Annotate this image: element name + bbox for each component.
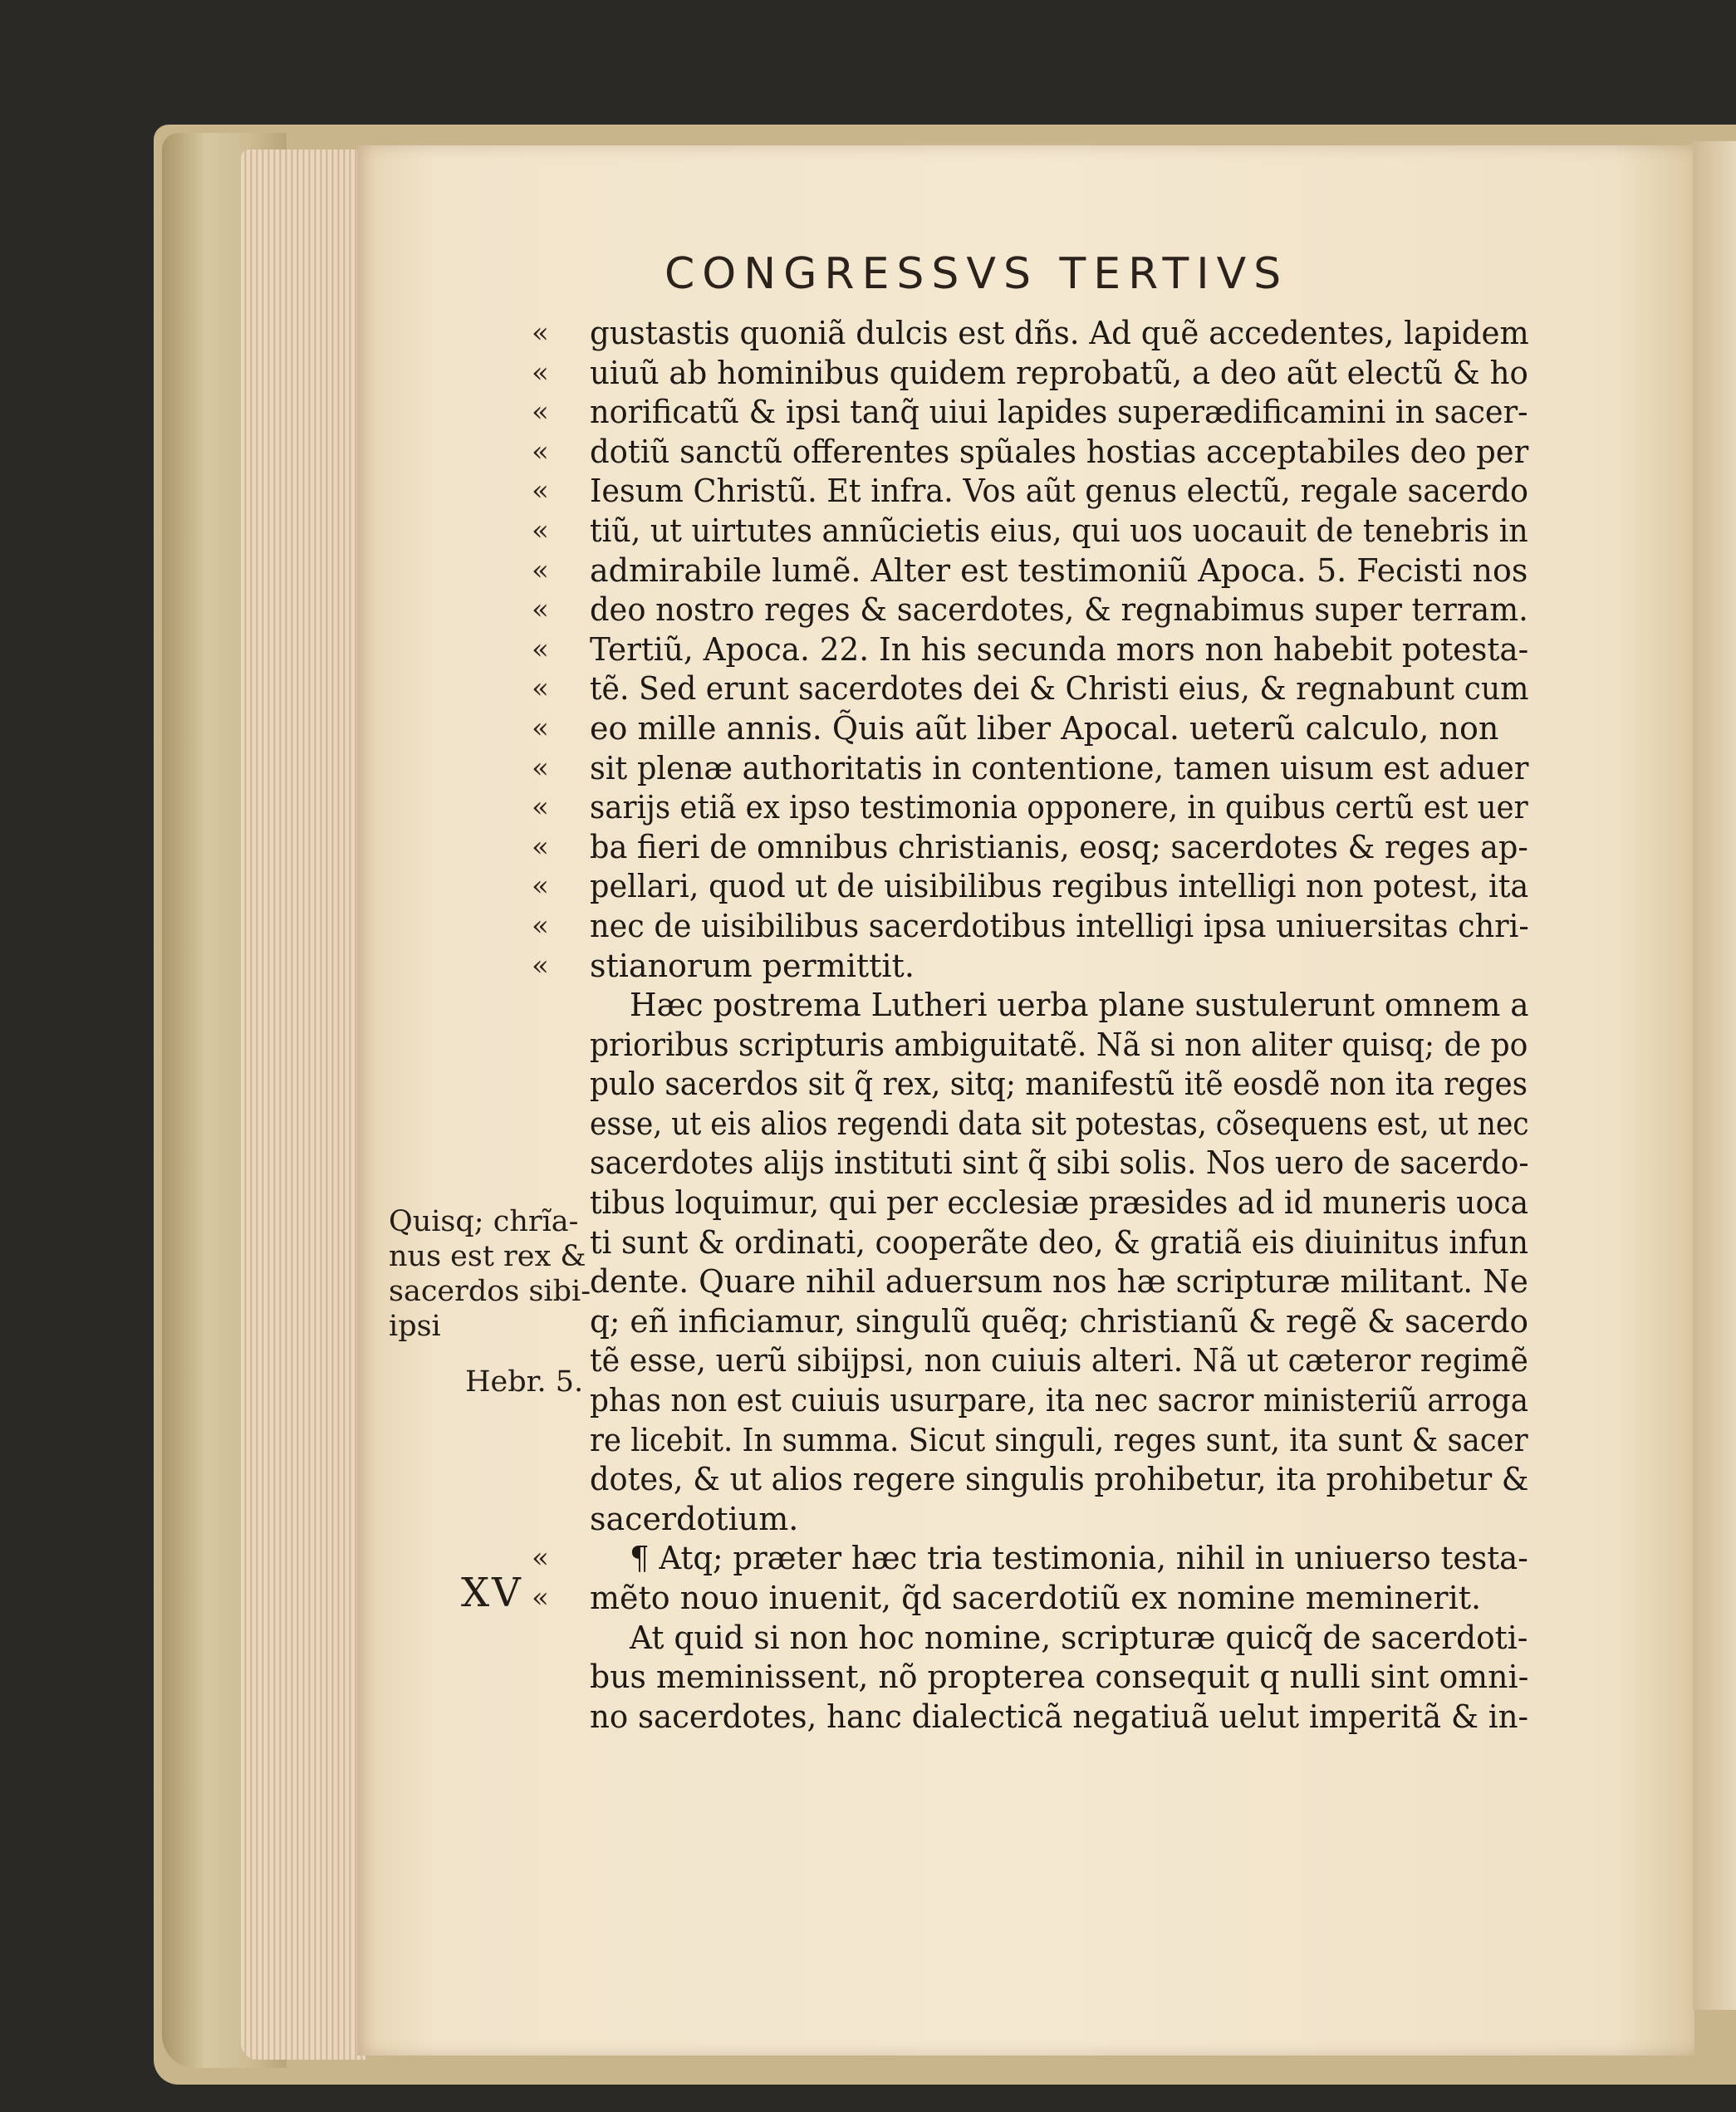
text-line-content: re licebit. In summa. Sicut singuli, reges sunt, ita sunt & sacer bbox=[590, 1421, 1528, 1458]
text-line bbox=[532, 433, 1528, 473]
quote-mark: « bbox=[532, 593, 549, 627]
text-line-content: sacerdotes alijs instituti sint q̃ sibi solis. Nos uero de sacerdo- bbox=[590, 1144, 1529, 1182]
text-line-content: q; eñ inficiamur, singulũ quẽq; christianũ & regẽ & sacerdo bbox=[590, 1302, 1529, 1340]
margin-note-line: ipsi bbox=[389, 1310, 441, 1343]
text-line-content: tiũ, ut uirtutes annũcietis eius, qui uos uocauit de tenebris in bbox=[590, 512, 1528, 549]
running-head: CONGRESSVS TERTIVS bbox=[664, 249, 1289, 299]
margin-note-line: sacerdos sibi- bbox=[389, 1275, 591, 1308]
text-line-content: no sacerdotes, hanc dialecticã negatiuã uelut imperitã & in- bbox=[590, 1698, 1529, 1735]
text-line bbox=[532, 867, 1528, 907]
quote-mark: « bbox=[532, 791, 549, 825]
quote-mark: « bbox=[532, 751, 549, 785]
page-edges bbox=[241, 149, 365, 2060]
text-line bbox=[532, 1381, 1528, 1421]
text-line bbox=[532, 1539, 1528, 1579]
text-line-content: mẽto nouo inuenit, q̃d sacerdotiũ ex nomine meminerit. bbox=[590, 1580, 1482, 1616]
text-line-content: pulo sacerdos sit q̃ rex, sitq; manifestũ itẽ eosdẽ non ita reges bbox=[590, 1066, 1528, 1103]
text-line bbox=[532, 1460, 1528, 1500]
text-line-content: sarijs etiã ex ipso testimonia opponere, in quibus certũ est uer bbox=[590, 789, 1528, 826]
text-line bbox=[532, 788, 1528, 828]
text-line bbox=[532, 354, 1528, 394]
text-line-content: pellari, quod ut de uisibilibus regibus intelligi non potest, ita bbox=[590, 868, 1529, 905]
quote-mark: « bbox=[532, 632, 549, 666]
text-line-content: tibus loquimur, qui per ecclesiæ præsides ad id muneris uoca bbox=[590, 1184, 1528, 1222]
text-line-content: Hæc postrema Lutheri uerba plane sustulerunt omnem a bbox=[630, 987, 1529, 1024]
text-line-content: phas non est cuiuis usurpare, ita nec sacror ministeriũ arroga bbox=[590, 1382, 1529, 1419]
text-line bbox=[532, 551, 1528, 591]
quote-mark: « bbox=[532, 711, 549, 745]
text-line bbox=[532, 947, 1528, 987]
quote-mark: « bbox=[532, 395, 549, 429]
text-line-content: bus meminissent, nõ propterea consequit q nulli sint omni- bbox=[590, 1659, 1529, 1696]
text-line bbox=[532, 1341, 1528, 1381]
quote-mark: « bbox=[532, 553, 549, 587]
text-line bbox=[532, 590, 1528, 630]
text-line bbox=[532, 1183, 1528, 1223]
text-line bbox=[532, 1262, 1528, 1302]
margin-note-line: nus est rex & bbox=[389, 1240, 586, 1273]
text-line-content: ¶ Atq; præter hæc tria testimonia, nihil in uniuerso testa- bbox=[630, 1540, 1528, 1577]
text-line bbox=[532, 1579, 1528, 1619]
quote-mark: « bbox=[532, 1541, 549, 1575]
text-line-content: deo nostro reges & sacerdotes, & regnabimus super terram. bbox=[590, 591, 1528, 629]
text-line-content: ti sunt & ordinati, cooperãte deo, & gratiã eis diuinitus infun bbox=[590, 1223, 1529, 1261]
text-line bbox=[532, 314, 1528, 354]
text-line-content: nec de uisibilibus sacerdotibus intelligi ipsa uniuersitas chri- bbox=[590, 907, 1529, 944]
quote-mark: « bbox=[532, 513, 549, 547]
text-line bbox=[532, 1421, 1528, 1461]
text-line bbox=[532, 630, 1528, 670]
text-line bbox=[532, 472, 1528, 512]
quote-mark: « bbox=[532, 948, 549, 982]
text-line-content: sacerdotium. bbox=[590, 1500, 799, 1537]
text-line-content: stianorum permittit. bbox=[590, 947, 915, 984]
text-line-content: ba fieri de omnibus christianis, eosq; sacerdotes & reges ap- bbox=[590, 828, 1528, 865]
text-line bbox=[532, 907, 1528, 947]
text-line bbox=[532, 1658, 1528, 1698]
text-line bbox=[532, 1500, 1528, 1540]
text-line-content: sit plenæ authoritatis in contentione, tamen uisum est aduer bbox=[590, 749, 1529, 786]
text-line bbox=[532, 1698, 1528, 1737]
text-line-content: eo mille annis. Q̃uis aũt liber Apocal. ueterũ calculo, non bbox=[590, 709, 1499, 747]
text-line-content: tẽ. Sed erunt sacerdotes dei & Christi eius, & regnabunt cum bbox=[590, 670, 1529, 708]
margin-note-line: Quisq; chrĩa- bbox=[389, 1205, 579, 1238]
facing-page-edge bbox=[1693, 141, 1736, 2010]
text-line bbox=[532, 828, 1528, 868]
text-line-content: dotes, & ut alios regere singulis prohibetur, ita prohibetur & bbox=[590, 1461, 1529, 1498]
text-line-content: Iesum Christũ. Et infra. Vos aũt genus electũ, regale sacerdo bbox=[590, 473, 1528, 510]
quote-mark: « bbox=[532, 1581, 549, 1615]
text-line bbox=[532, 986, 1528, 1026]
text-line bbox=[532, 749, 1528, 789]
text-line-content: esse, ut eis alios regendi data sit potestas, cõsequens est, ut nec bbox=[590, 1105, 1529, 1142]
text-line-content: gustastis quoniã dulcis est dñs. Ad quẽ accedentes, lapidem bbox=[590, 315, 1529, 351]
text-line-content: norificatũ & ipsi tanq̃ uiui lapides superædificamini in sacer- bbox=[590, 394, 1528, 431]
quote-mark: « bbox=[532, 672, 549, 706]
text-line bbox=[532, 1223, 1528, 1263]
text-line bbox=[532, 709, 1528, 749]
quote-mark: « bbox=[532, 434, 549, 468]
quote-mark: « bbox=[532, 830, 549, 864]
text-line-content: uiuũ ab hominibus quidem reprobatũ, a deo aũt electũ & ho bbox=[590, 354, 1528, 391]
body-text bbox=[532, 314, 1528, 1737]
text-line bbox=[532, 1065, 1528, 1105]
margin-note-quisque bbox=[389, 1204, 591, 1344]
quote-mark: « bbox=[532, 316, 549, 350]
text-line-content: Tertiũ, Apoca. 22. In his secunda mors non habebit potesta- bbox=[590, 630, 1529, 668]
quote-mark: « bbox=[532, 909, 549, 943]
quote-mark: « bbox=[532, 355, 549, 390]
text-line bbox=[532, 1026, 1528, 1066]
text-line bbox=[532, 1144, 1528, 1183]
quote-mark: « bbox=[532, 870, 549, 904]
text-line bbox=[532, 1105, 1528, 1144]
quote-mark: « bbox=[532, 474, 549, 508]
text-line-content: dente. Quare nihil aduersum nos hæ scripturæ militant. Ne bbox=[590, 1263, 1528, 1301]
text-line bbox=[532, 1302, 1528, 1342]
text-line-content: prioribus scripturis ambiguitatẽ. Nã si non aliter quisq; de po bbox=[590, 1026, 1528, 1063]
text-line bbox=[532, 512, 1528, 551]
section-number: XV bbox=[461, 1570, 523, 1616]
text-line-content: tẽ esse, uerũ sibijpsi, non cuiuis alteri. Nã ut cæteror regimẽ bbox=[590, 1342, 1528, 1379]
text-line-content: admirabile lumẽ. Alter est testimoniũ Apoca. 5. Fecisti nos bbox=[590, 551, 1528, 589]
text-line bbox=[532, 1619, 1528, 1659]
margin-note-hebr: Hebr. 5. bbox=[465, 1365, 584, 1399]
text-line-content: dotiũ sanctũ offerentes spũales hostias acceptabiles deo per bbox=[590, 433, 1529, 470]
text-line bbox=[532, 669, 1528, 709]
text-line-content: At quid si non hoc nomine, scripturæ quicq̃ de sacerdoti- bbox=[630, 1619, 1528, 1656]
text-line bbox=[532, 393, 1528, 433]
